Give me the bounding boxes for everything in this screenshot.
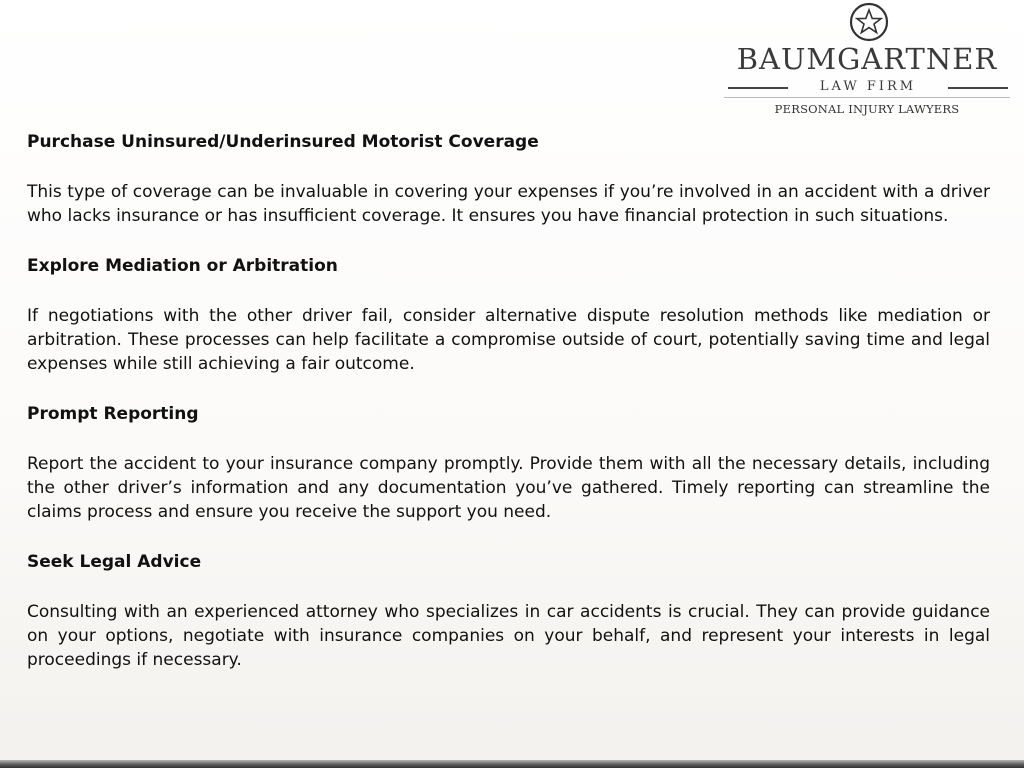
firm-logo [724, 2, 1014, 118]
document-content [27, 130, 990, 672]
section-heading: Purchase Uninsured/Underinsured Motorist Coverage [27, 132, 539, 152]
logo-rule-right [948, 87, 1008, 89]
section-heading: Seek Legal Advice [27, 552, 202, 572]
section-body: If negotiations with the other driver fail, consider alternative dispute resolution methods like mediation or arbitration. These processes can help facilitate a compromise outside of court, potentially saving time and legal expenses while still achieving a fair outcome. [27, 306, 990, 374]
section-heading: Prompt Reporting [27, 404, 199, 424]
logo-subtitle-row [728, 78, 1008, 96]
logo-firm-name: BAUMGARTNER [736, 42, 998, 76]
logo-rule-left [728, 87, 788, 89]
section-body: This type of coverage can be invaluable in covering your expenses if you’re involved in an accident with a driver who lacks insurance or has insufficient coverage. It ensures you have financial protection in such situations. [27, 182, 990, 226]
section-body: Consulting with an experienced attorney who specializes in car accidents is crucial. They can provide guidance on your options, negotiate with insurance companies on your behalf, and represent your interests in legal proceedings if necessary. [27, 602, 990, 670]
logo-subtitle: LAW FIRM [819, 79, 917, 94]
section-body: Report the accident to your insurance company promptly. Provide them with all the necessary details, including the other driver’s information and any documentation you’ve gathered. Timely reporting can streamline the claims process and ensure you receive the support you need. [27, 454, 990, 522]
logo-tagline: PERSONAL INJURY LAWYERS [774, 102, 960, 116]
section-heading: Explore Mediation or Arbitration [27, 256, 338, 276]
logo-divider [724, 97, 1010, 98]
star-emblem-icon [849, 2, 889, 42]
bottom-border [0, 760, 1024, 768]
